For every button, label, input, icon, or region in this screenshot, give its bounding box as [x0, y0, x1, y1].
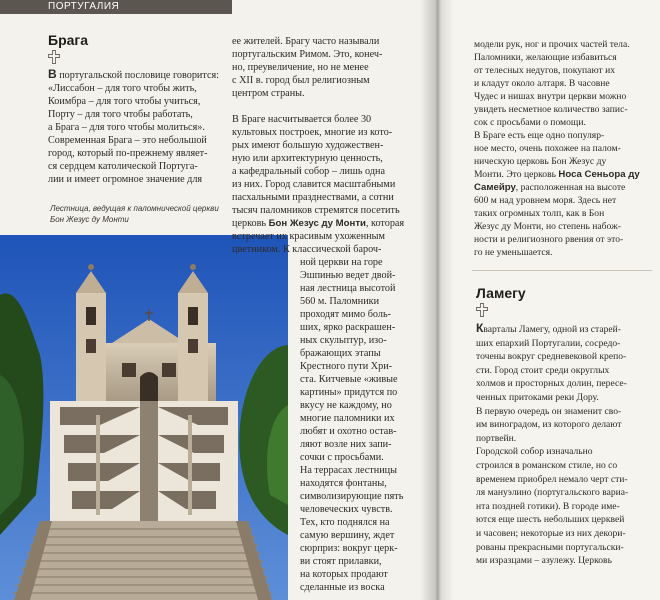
braga-column-2-narrow: ной церкви на горе Эшпинью ведет двой- ная лестница высотой 560 м. Паломники проходят мимо боль- ших, ярко раскрашен- ных скульптур, изо- бражающих этапы Крестного пути Хри- ста. Китчевые «живые картины» придутся по вкусу не каждому, но многие паломники их любят и охотно остав- ляют возле них запи- сочки с просьбами. На террасах лестницы находятся фонтаны, символизирующие пять человеческих чувств. Тех, кто поднялся на самую вершину, ждет сюрприз: вокруг церк- ви стоят прилавки, на которых продают сделанные из воска: [300, 257, 404, 593]
book-gutter: [420, 0, 454, 600]
samaria-name: Носа Сеньора ду: [558, 169, 640, 180]
right-column-top: модели рук, ног и прочих частей тела. Паломники, желающие избавиться от телесных недугов, покупают их и кладут около алтаря. В часовне Чудес и нишах внутри церкви можно увидеть несметное количество запис- сок с просьбами о помощи. В Браге есть еще одно популяр- ное место, очень похожее на палом- ническую церковь Бон Жезус ду Монти. Это церковь Носа Сеньора ду Самейру, расположенная на высоте 600 м над уровнем моря. Здесь нет таких огромных толп, как в Бон Жезус ду Монти, но степень набож- ности и религиозного рвения от это- го не уменьшается.: [474, 39, 640, 258]
section-header: ПОРТУГАЛИЯ: [48, 1, 120, 12]
dropcap: К: [476, 321, 484, 335]
braga-intro: В португальской пословице говорится: «Лиссабон – для того чтобы жить, Коимбра – для того чтобы учиться, Порту – для того чтобы работать, а Брага – для того чтобы молиться». Современная Брага – это небольшой город, который по-прежнему являет- ся сердцем католической Португа- лии и имеет огромное значение для: [48, 67, 219, 185]
braga-title: Брага: [48, 32, 89, 48]
bom-jesus-photo: [0, 235, 288, 600]
cross-icon: [48, 50, 60, 64]
cross-icon: [476, 303, 488, 317]
lamego-title: Ламегу: [476, 285, 526, 301]
dropcap: В: [48, 67, 57, 81]
lamego-text: Кварталы Ламегу, одной из старей- ших епархий Португалии, сосредо- точены вокруг средневековой крепо- сти. Город стоит среди округлых холмов и просторных долин, пересе- ченных притоками реки Дору. В первую очередь он знаменит сво- им виноградом, из которого делают портвейн. Городской собор изначально строился в романском стиле, но со временем приобрел немало черт сти- ля мануэлино (португальского вариа- нта поздней готики). В городе име- ются еще шесть небольших церквей и часовен; некоторые из них декори- рованы прекрасными португальски- ми изразцами – азулежу. Церковь: [476, 321, 629, 567]
section-divider: [472, 270, 652, 271]
photo-caption: Лестница, ведущая к паломнической церкви Бон Жезус ду Монти: [50, 204, 219, 224]
church-name: Бон Жезус ду Монти: [268, 218, 366, 229]
braga-column-2: ее жителей. Брагу часто называли португальским Римом. Это, конеч- но, преувеличение, но не менее с XII в. город был религиозным центром страны. В Браге насчитывается более 30 культовых построек, многие из кото- рых имеют большую художествен- ную или архитектурную ценность, а кафедральный собор – лишь одна из них. Город славится масштабными пасхальными празднествами, а сотни тысяч паломников стремятся посетить церковь Бон Жезус ду Монти, которая встречает их красивым ухоженным цветником. К классической бароч-: [232, 36, 405, 255]
